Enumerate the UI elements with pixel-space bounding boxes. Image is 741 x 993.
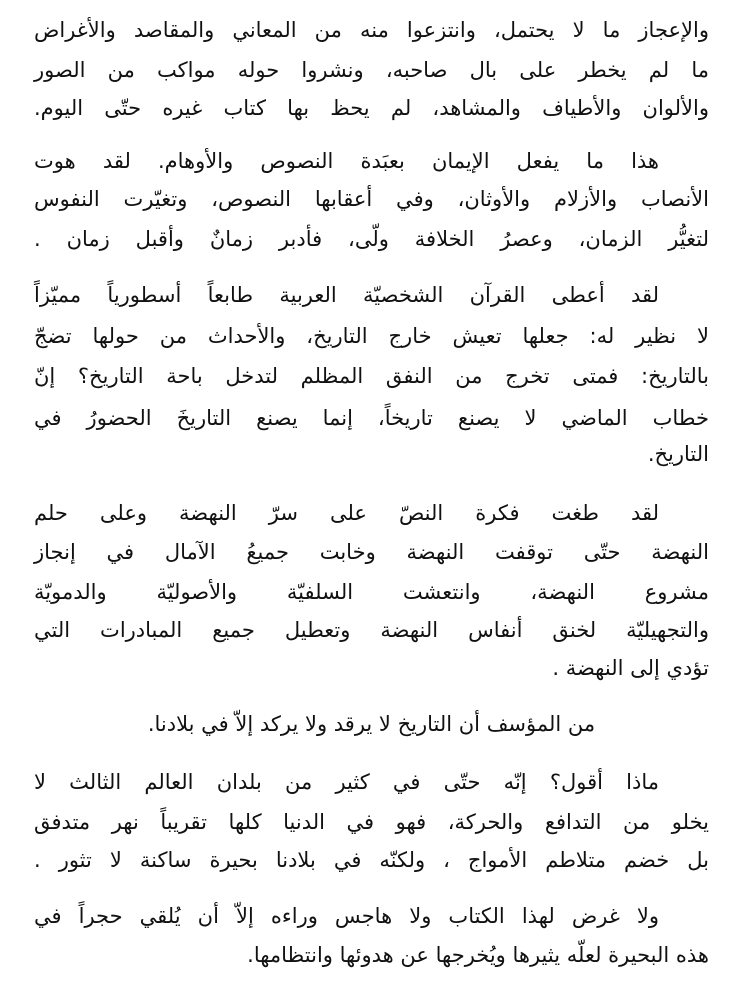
paragraph-3-line-2: لا نظير له: جعلها تعيش خارج التاريخ، والأحداث من حولها تضجّ: [34, 324, 709, 348]
paragraph-2-line-1: هذا ما يفعل الإيمان بعبَدة النصوص والأوهام. لقد هوت: [34, 149, 659, 173]
paragraph-3-line-1: لقد أعطى القرآن الشخصيّة العربية طابعاً أسطورياً مميّزاً: [34, 283, 659, 307]
paragraph-4-line-4: والتجهيليّة لخنق أنفاس النهضة وتعطيل جميع المبادرات التي: [34, 618, 709, 642]
paragraph-2-line-3: لتغيُّر الزمان، وعصرُ الخلافة ولّى، فأدبر زمانٌ وأقبل زمان .: [34, 227, 709, 251]
paragraph-3-line-4: خطاب الماضي لا يصنع تاريخاً، إنما يصنع التاريخَ الحضورُ في: [34, 406, 709, 430]
paragraph-7-line-1: ولا غرض لهذا الكتاب ولا هاجس وراءه إلاّ أن يُلقي حجراً في: [34, 904, 659, 928]
paragraph-4-line-2: النهضة حتّى توقفت النهضة وخابت جميعُ الآمال في إنجاز: [34, 540, 709, 564]
paragraph-4-line-5: تؤدي إلى النهضة .: [552, 656, 709, 680]
paragraph-3-line-3: بالتاريخ: فمتى تخرج من النفق المظلم لتدخل باحة التاريخ؟ إنّ: [34, 364, 709, 388]
paragraph-7-line-2: هذه البحيرة لعلّه يثيرها ويُخرجها عن هدوئها وانتظامها.: [247, 943, 709, 967]
paragraph-3-line-5: التاريخ.: [647, 442, 709, 466]
paragraph-4-line-1: لقد طغت فكرة النصّ على سرّ النهضة وعلى حلم: [34, 501, 659, 525]
paragraph-5-line-1: من المؤسف أن التاريخ لا يرقد ولا يركد إلاّ في بلادنا.: [147, 712, 596, 736]
paragraph-6-line-2: يخلو من التدافع والحركة، فهو في الدنيا كلها تقريباً نهر متدفق: [34, 810, 709, 834]
paragraph-1-line-2: ما لم يخطر على بال صاحبه، ونشروا حوله مواكب من الصور: [34, 58, 709, 82]
paragraph-1-line-3: والألوان والأطياف والمشاهد، لم يحظ بها كتاب غيره حتّى اليوم.: [34, 96, 709, 120]
paragraph-2-line-2: الأنصاب والأزلام والأوثان، وفي أعقابها النصوص، وتغيّرت النفوس: [34, 187, 709, 211]
paragraph-4-line-3: مشروع النهضة، وانتعشت السلفيّة والأصوليّة والدمويّة: [34, 580, 709, 604]
paragraph-6-line-3: بل خضم متلاطم الأمواج ، ولكنّه في بلادنا بحيرة ساكنة لا تثور .: [34, 848, 709, 872]
paragraph-1-line-1: والإعجاز ما لا يحتمل، وانتزعوا منه من المعاني والمقاصد والأغراض: [34, 18, 709, 42]
paragraph-6-line-1: ماذا أقول؟ إنّه حتّى في كثير من بلدان العالم الثالث لا: [34, 770, 659, 794]
